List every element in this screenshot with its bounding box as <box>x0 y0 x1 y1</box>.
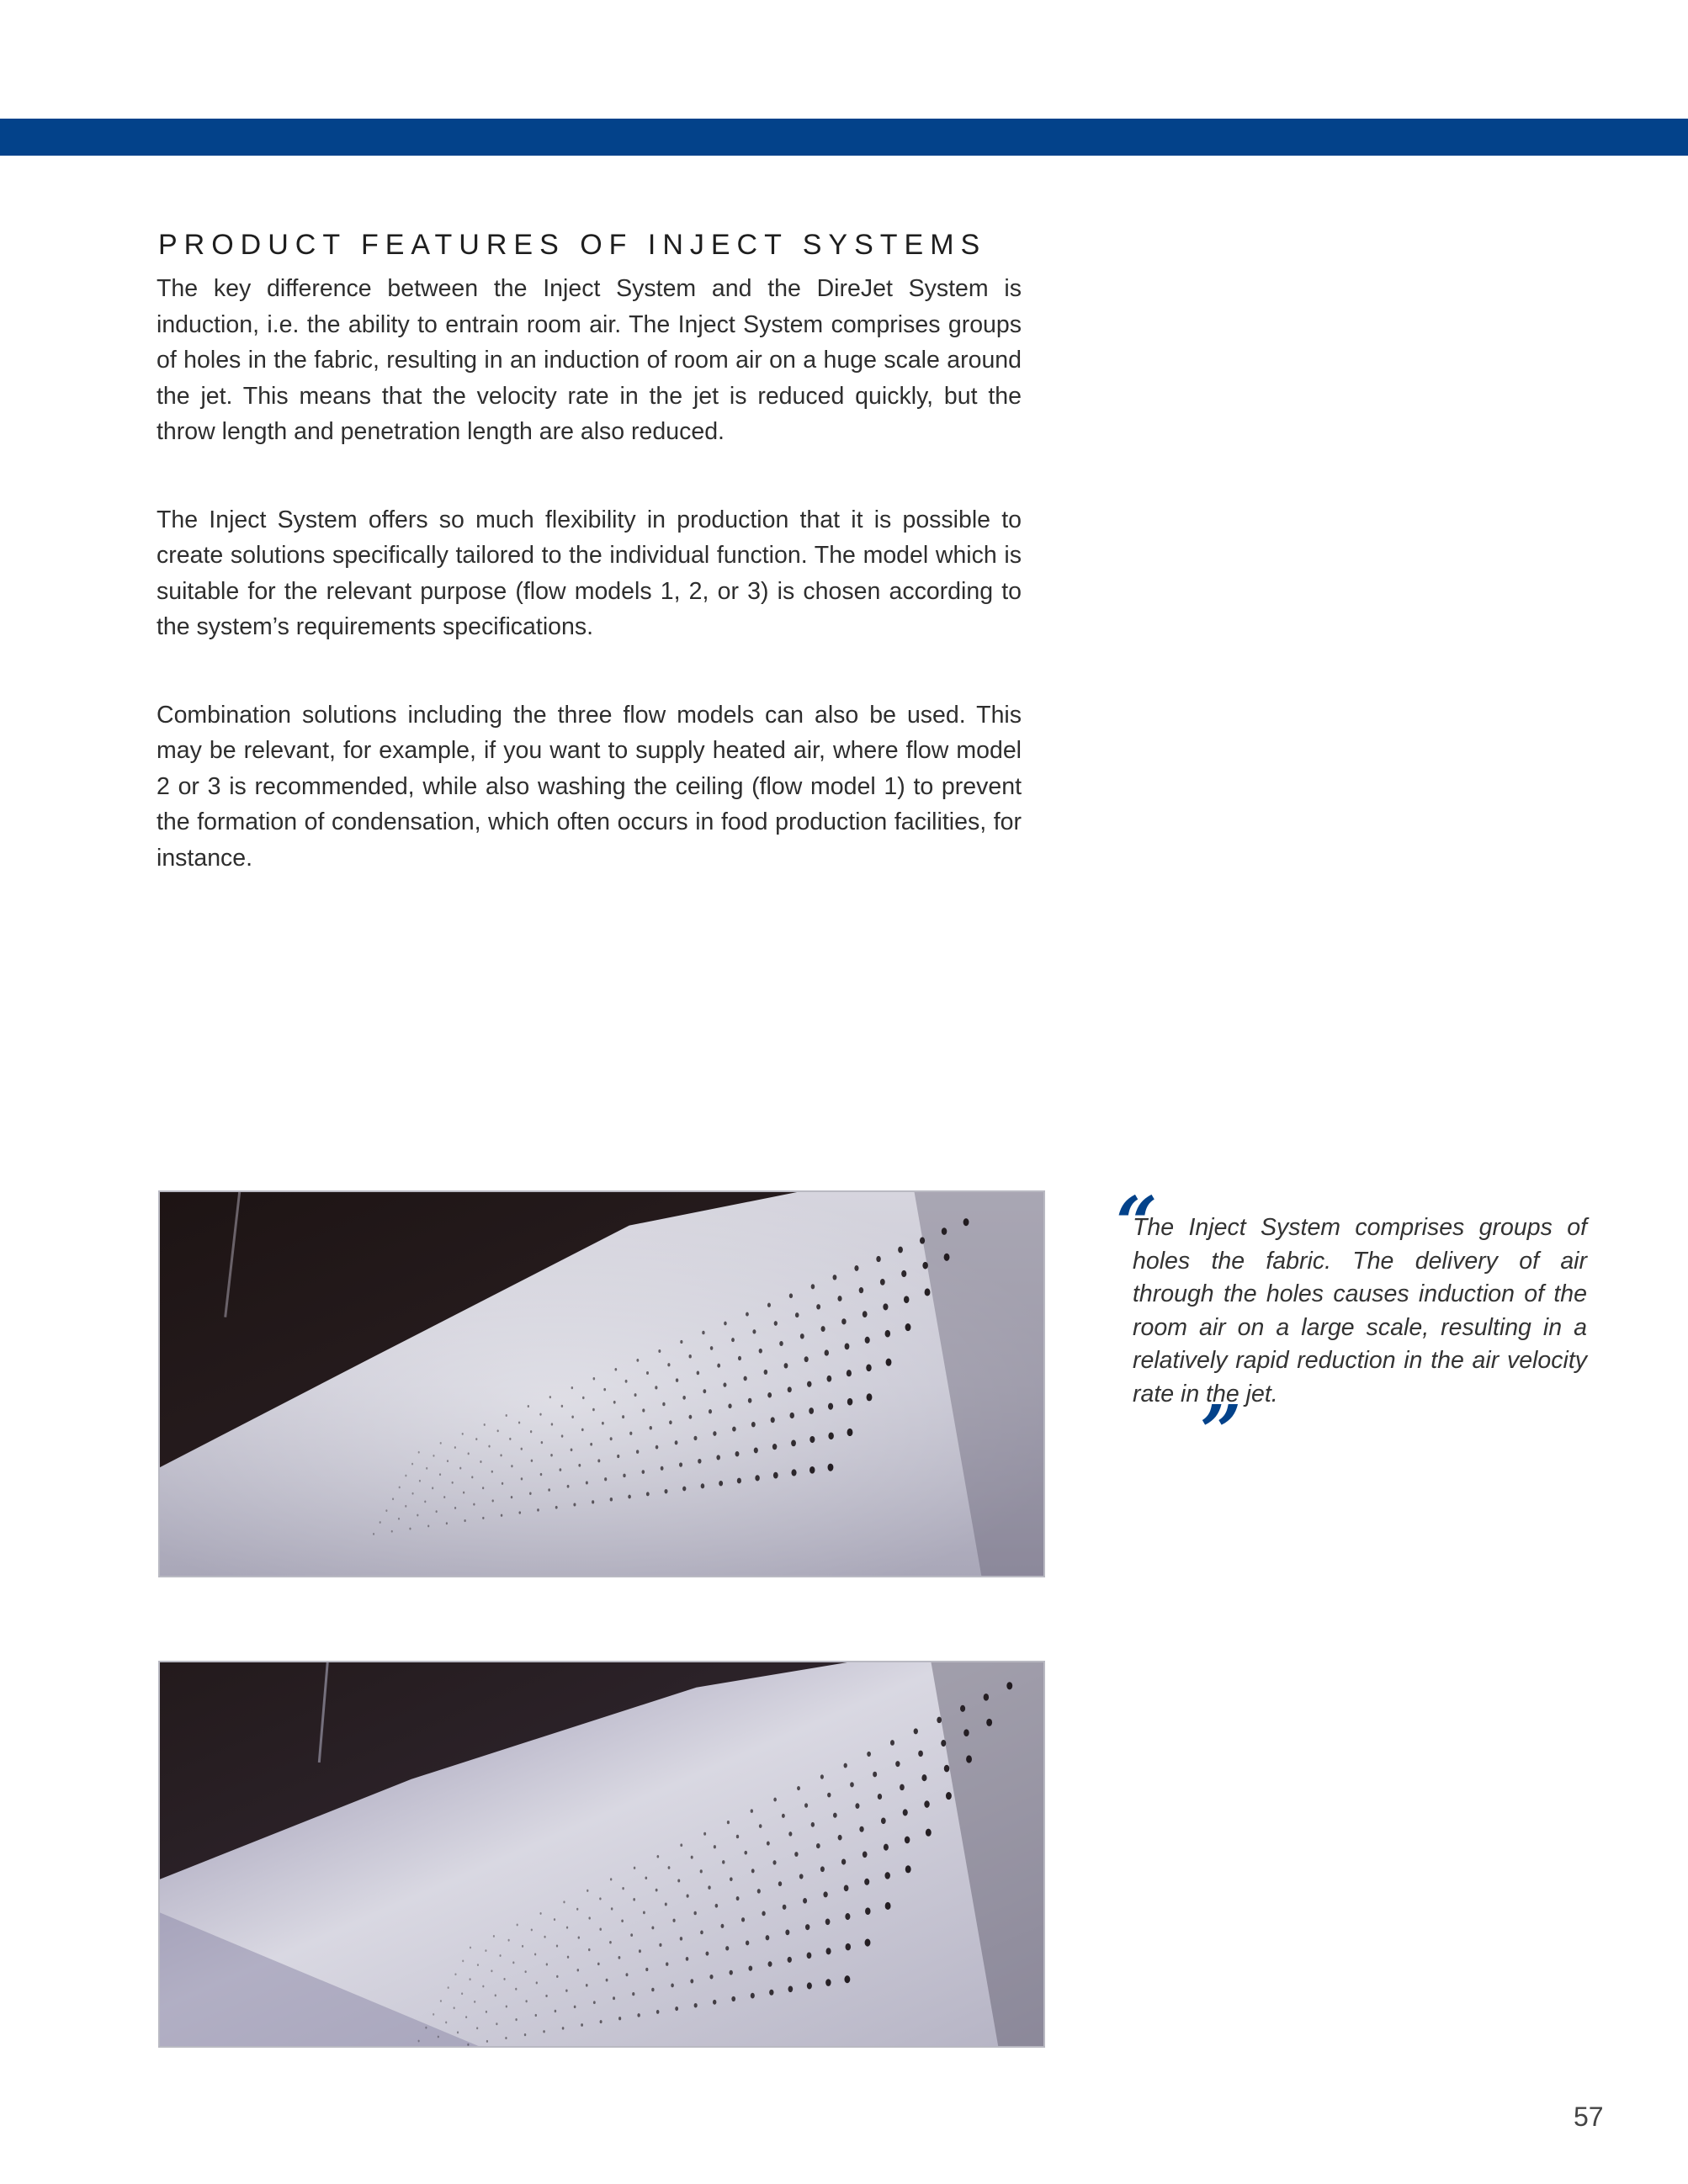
section-heading: PRODUCT FEATURES OF INJECT SYSTEMS <box>158 229 987 261</box>
open-quote-mark: “ <box>1116 1181 1158 1266</box>
paragraph-2: The Inject System offers so much flexibility in production that it is possible to create solutions specifically tailored to the individual function. The model which is suitable for the relevant purpose (flow models 1, 2, or 3) is chosen according to the system’s requirements specifications. <box>157 506 1022 640</box>
header-color-band <box>0 119 1688 156</box>
pull-quote: The Inject System comprises groups of holes the fabric. The delivery of air through the holes causes induction of the room air on a large scale, resulting in a relatively rapid reduction in the air velocity rate in the jet. <box>1133 1214 1587 1407</box>
page-number: 57 <box>1574 2102 1604 2132</box>
perforated-fabric-duct-photo-1 <box>158 1190 1045 1577</box>
paragraph-3: Combination solutions including the three flow models can also be used. This may be relevant, for example, if you want to supply heated air, where flow model 2 or 3 is recommended, while also washing the ceiling (flow model 1) to prevent the formation of condensation, which often occurs in food production facilities, for instance. <box>157 701 1022 872</box>
body-text <box>157 271 1022 876</box>
close-quote-mark: ” <box>1200 1390 1242 1475</box>
paragraph-1: The key difference between the Inject System and the DireJet System is induction, i.e. the ability to entrain room air. The Inject System comprises groups of holes in the fabric, resulting in an induction of room air on a huge scale around the jet. This means that the velocity rate in the jet is reduced quickly, but the throw length and penetration length are also reduced. <box>157 275 1022 445</box>
perforated-fabric-duct-photo-2 <box>158 1661 1045 2048</box>
